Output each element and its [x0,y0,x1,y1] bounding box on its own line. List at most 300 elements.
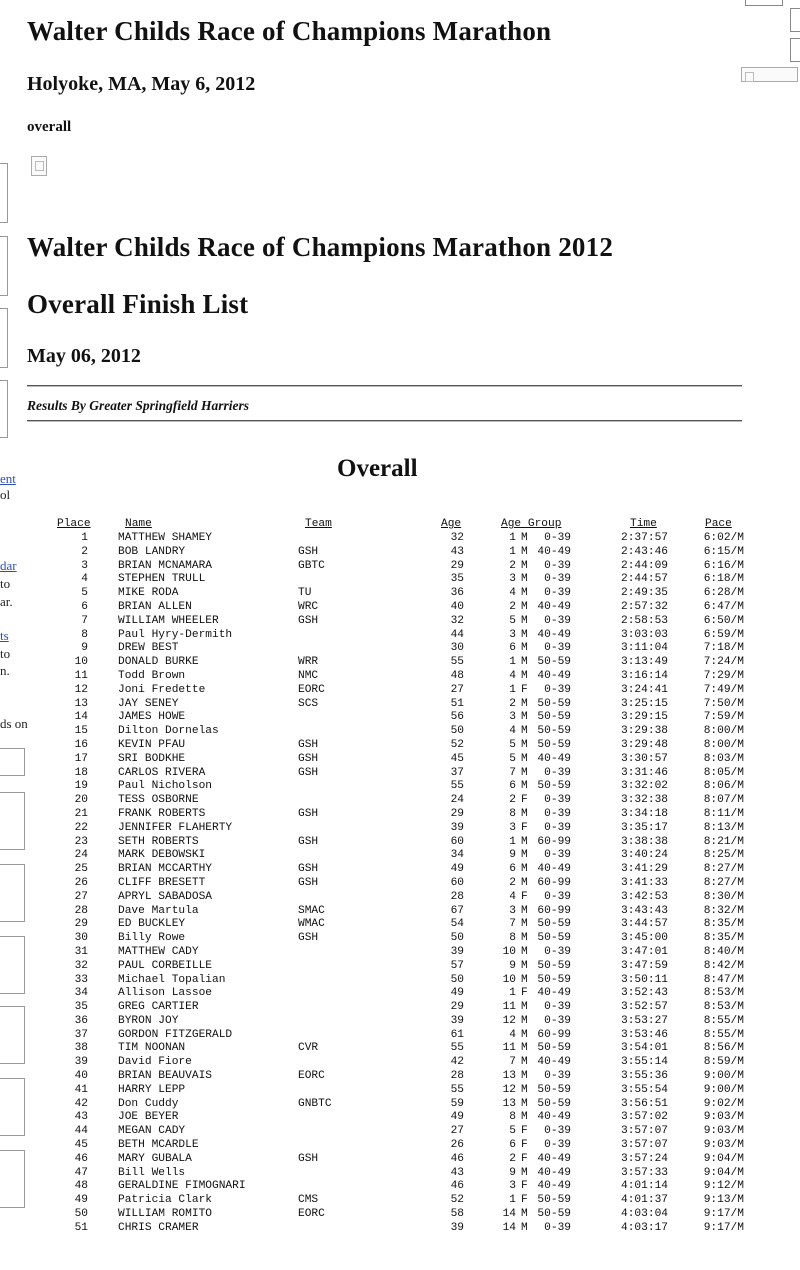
place-cell: 5 [81,587,88,600]
table-row [0,739,800,753]
pace-cell: 9:04/M [703,1152,744,1165]
place-cell: 44 [74,1125,88,1138]
sex-cell: M [521,545,528,558]
table-row [0,1222,800,1236]
place-cell: 9 [81,642,88,655]
pace-cell: 9:12/M [703,1180,744,1193]
division-place-cell: 1 [509,835,516,848]
pace-cell: 6:15/M [703,545,744,558]
division-place-cell: 4 [509,587,516,600]
age-cell: 67 [450,904,464,917]
team-cell: GSH [298,932,319,945]
time-cell: 3:44:57 [621,918,668,931]
division-place-cell: 2 [509,600,516,613]
name-cell: STEPHEN TRULL [118,573,206,586]
pace-cell: 6:47/M [703,600,744,613]
table-row [0,1042,800,1056]
age-group-cell: 40-49 [537,1166,571,1179]
age-cell: 60 [450,835,464,848]
time-cell: 3:35:17 [621,821,668,834]
time-cell: 3:32:02 [621,780,668,793]
division-place-cell: 11 [502,1001,516,1014]
name-cell: GREG CARTIER [118,1001,199,1014]
table-row [0,987,800,1001]
results-category: overall [27,119,72,135]
time-cell: 3:30:57 [621,752,668,765]
age-cell: 39 [450,1014,464,1027]
division-place-cell: 5 [509,614,516,627]
column-header-place: Place [57,518,91,530]
time-cell: 3:32:38 [621,794,668,807]
pace-cell: 9:03/M [703,1111,744,1124]
sex-cell: M [521,711,528,724]
table-row [0,1056,800,1070]
pace-cell: 8:35/M [703,918,744,931]
age-cell: 46 [450,1180,464,1193]
sex-cell: M [521,1208,528,1221]
name-cell: BRIAN BEAUVAIS [118,1070,212,1083]
time-cell: 3:13:49 [621,656,668,669]
time-cell: 2:44:09 [621,559,668,572]
age-group-cell: 50-59 [537,725,571,738]
place-cell: 51 [74,1221,88,1234]
division-place-cell: 6 [509,642,516,655]
division-place-cell: 11 [502,1042,516,1055]
pace-cell: 8:07/M [703,794,744,807]
table-row [0,836,800,850]
division-place-cell: 8 [509,932,516,945]
age-group-cell: 0-39 [544,1014,571,1027]
sidebar-link[interactable]: ent [0,471,16,486]
age-cell: 45 [450,752,464,765]
pace-cell: 7:59/M [703,711,744,724]
time-cell: 2:43:46 [621,545,668,558]
divider [27,420,742,422]
name-cell: PAUL CORBEILLE [118,959,212,972]
pace-cell: 8:27/M [703,876,744,889]
age-cell: 34 [450,849,464,862]
pace-cell: 8:35/M [703,932,744,945]
pace-cell: 7:18/M [703,642,744,655]
name-cell: Bill Wells [118,1166,186,1179]
team-cell: GSH [298,614,319,627]
name-cell: BETH MCARDLE [118,1139,199,1152]
name-cell: APRYL SABADOSA [118,890,212,903]
division-place-cell: 13 [502,1070,516,1083]
table-row [0,946,800,960]
table-row [0,698,800,712]
name-cell: BRIAN MCCARTHY [118,863,212,876]
name-cell: KEVIN PFAU [118,738,186,751]
sex-cell: M [521,752,528,765]
name-cell: Patricia Clark [118,1194,212,1207]
results-table [0,532,800,1236]
name-cell: MIKE RODA [118,587,179,600]
time-cell: 3:57:07 [621,1125,668,1138]
age-cell: 39 [450,821,464,834]
team-cell: GSH [298,766,319,779]
name-cell: TIM NOONAN [118,1042,186,1055]
sex-cell: M [521,573,528,586]
division-place-cell: 14 [502,1221,516,1234]
column-header-team: Team [305,518,332,530]
sex-cell: M [521,835,528,848]
division-place-cell: 10 [502,945,516,958]
name-cell: JAMES HOWE [118,711,186,724]
place-cell: 15 [74,725,88,738]
place-cell: 10 [74,656,88,669]
age-group-cell: 50-59 [537,656,571,669]
place-cell: 28 [74,904,88,917]
sex-cell: M [521,807,528,820]
age-cell: 42 [450,1056,464,1069]
table-row [0,615,800,629]
age-group-cell: 0-39 [544,532,571,544]
pace-cell: 8:59/M [703,1056,744,1069]
column-header-age: Age [441,518,462,530]
pace-cell: 9:03/M [703,1139,744,1152]
age-group-cell: 0-39 [544,1139,571,1152]
place-cell: 33 [74,973,88,986]
division-place-cell: 1 [509,656,516,669]
table-row [0,932,800,946]
table-row [0,753,800,767]
column-header-time: Time [630,518,657,530]
sex-cell: M [521,945,528,958]
time-cell: 4:03:04 [621,1208,668,1221]
age-cell: 59 [450,1097,464,1110]
sidebar-link[interactable]: dar [0,558,17,573]
team-cell: CMS [298,1194,319,1207]
division-place-cell: 7 [509,1056,516,1069]
sex-cell: M [521,766,528,779]
pace-cell: 8:55/M [703,1028,744,1041]
age-group-cell: 50-59 [537,1208,571,1221]
sex-cell: M [521,1028,528,1041]
division-place-cell: 2 [509,697,516,710]
sidebar-frame [0,380,8,438]
place-cell: 32 [74,959,88,972]
age-group-cell: 50-59 [537,697,571,710]
place-cell: 26 [74,876,88,889]
name-cell: FRANK ROBERTS [118,807,206,820]
age-cell: 29 [450,1001,464,1014]
sex-cell: M [521,628,528,641]
division-place-cell: 6 [509,863,516,876]
division-place-cell: 1 [509,532,516,544]
sex-cell: M [521,1014,528,1027]
sex-cell: M [521,1056,528,1069]
name-cell: HARRY LEPP [118,1083,186,1096]
place-cell: 12 [74,683,88,696]
team-cell: GSH [298,807,319,820]
age-group-cell: 60-99 [537,904,571,917]
name-cell: Allison Lassoe [118,987,212,1000]
sex-cell: M [521,614,528,627]
age-group-cell: 50-59 [537,932,571,945]
team-cell: GBTC [298,559,325,572]
sidebar-link[interactable]: ts [0,628,9,643]
place-cell: 42 [74,1097,88,1110]
column-header-age-group: Age Group [501,518,562,530]
division-place-cell: 10 [502,973,516,986]
time-cell: 4:01:37 [621,1194,668,1207]
sex-cell: F [521,1194,528,1207]
age-group-cell: 50-59 [537,711,571,724]
place-cell: 46 [74,1152,88,1165]
table-row [0,670,800,684]
sex-cell: M [521,849,528,862]
age-cell: 43 [450,1166,464,1179]
team-cell: NMC [298,669,319,682]
age-group-cell: 0-39 [544,1125,571,1138]
sidebar-text: ar. [0,594,13,609]
table-row [0,974,800,988]
place-cell: 20 [74,794,88,807]
team-cell: GSH [298,752,319,765]
broken-image-icon [31,156,47,176]
division-place-cell: 1 [509,545,516,558]
table-row [0,1194,800,1208]
sex-cell: F [521,1152,528,1165]
age-cell: 46 [450,1152,464,1165]
age-cell: 52 [450,738,464,751]
sidebar-frame [0,236,8,296]
place-cell: 36 [74,1014,88,1027]
table-row [0,1125,800,1139]
time-cell: 3:57:24 [621,1152,668,1165]
name-cell: GORDON FITZGERALD [118,1028,233,1041]
sex-cell: F [521,1139,528,1152]
sex-cell: M [521,1111,528,1124]
table-row [0,1139,800,1153]
pace-cell: 8:11/M [703,807,744,820]
sidebar-text: ol [0,487,11,502]
age-cell: 27 [450,683,464,696]
division-place-cell: 1 [509,683,516,696]
sex-cell: M [521,600,528,613]
place-cell: 25 [74,863,88,876]
time-cell: 3:47:01 [621,945,668,958]
age-group-cell: 0-39 [544,1070,571,1083]
place-cell: 22 [74,821,88,834]
team-cell: GSH [298,863,319,876]
event-location-date: Holyoke, MA, May 6, 2012 [27,73,256,95]
table-row [0,794,800,808]
sex-cell: M [521,669,528,682]
sex-cell: M [521,904,528,917]
pace-cell: 7:50/M [703,697,744,710]
time-cell: 2:58:53 [621,614,668,627]
sex-cell: M [521,959,528,972]
sidebar-frame [0,308,8,368]
pace-cell: 8:32/M [703,904,744,917]
table-row [0,532,800,546]
division-place-cell: 9 [509,1166,516,1179]
age-group-cell: 40-49 [537,752,571,765]
place-cell: 1 [81,532,88,544]
team-cell: EORC [298,1208,325,1221]
table-row [0,1070,800,1084]
table-row [0,1180,800,1194]
time-cell: 3:52:43 [621,987,668,1000]
time-cell: 3:03:03 [621,628,668,641]
age-group-cell: 0-39 [544,559,571,572]
sidebar-text: ds on [0,716,28,731]
sex-cell: M [521,780,528,793]
age-cell: 28 [450,1070,464,1083]
time-cell: 3:42:53 [621,890,668,903]
age-group-cell: 50-59 [537,780,571,793]
age-group-cell: 50-59 [537,1042,571,1055]
age-group-cell: 40-49 [537,669,571,682]
sex-cell: M [521,642,528,655]
results-subtitle: Overall Finish List [27,289,249,319]
sex-cell: M [521,1042,528,1055]
age-cell: 29 [450,807,464,820]
name-cell: GERALDINE FIMOGNARI [118,1180,246,1193]
time-cell: 3:29:48 [621,738,668,751]
sex-cell: M [521,1070,528,1083]
age-cell: 43 [450,545,464,558]
age-group-cell: 50-59 [537,918,571,931]
division-place-cell: 12 [502,1014,516,1027]
time-cell: 3:57:07 [621,1139,668,1152]
place-cell: 34 [74,987,88,1000]
table-row [0,1098,800,1112]
sex-cell: F [521,1180,528,1193]
team-cell: SMAC [298,904,325,917]
name-cell: WILLIAM ROMITO [118,1208,212,1221]
pace-cell: 8:05/M [703,766,744,779]
division-place-cell: 3 [509,573,516,586]
pace-cell: 9:13/M [703,1194,744,1207]
pace-cell: 9:00/M [703,1083,744,1096]
pace-cell: 7:24/M [703,656,744,669]
pace-cell: 9:17/M [703,1221,744,1234]
place-cell: 24 [74,849,88,862]
pace-cell: 8:40/M [703,945,744,958]
place-cell: 48 [74,1180,88,1193]
age-group-cell: 40-49 [537,600,571,613]
team-cell: GSH [298,545,319,558]
sex-cell: M [521,656,528,669]
divider [27,385,742,387]
division-place-cell: 8 [509,1111,516,1124]
name-cell: MATTHEW CADY [118,945,199,958]
place-cell: 47 [74,1166,88,1179]
division-place-cell: 3 [509,1180,516,1193]
age-cell: 54 [450,918,464,931]
place-cell: 7 [81,614,88,627]
team-cell: GSH [298,876,319,889]
age-cell: 61 [450,1028,464,1041]
division-place-cell: 6 [509,780,516,793]
age-cell: 58 [450,1208,464,1221]
table-row [0,960,800,974]
division-place-cell: 5 [509,738,516,751]
pace-cell: 8:13/M [703,821,744,834]
sex-cell: F [521,794,528,807]
place-cell: 37 [74,1028,88,1041]
name-cell: BRIAN ALLEN [118,600,192,613]
age-cell: 57 [450,959,464,972]
name-cell: BOB LANDRY [118,545,186,558]
age-group-cell: 60-99 [537,876,571,889]
division-place-cell: 4 [509,669,516,682]
pace-cell: 7:49/M [703,683,744,696]
column-header-name: Name [125,518,152,530]
team-cell: EORC [298,683,325,696]
table-row [0,601,800,615]
sex-cell: F [521,821,528,834]
division-place-cell: 4 [509,1028,516,1041]
sidebar-text: n. [0,663,10,678]
place-cell: 18 [74,766,88,779]
pace-cell: 9:04/M [703,1166,744,1179]
age-cell: 27 [450,1125,464,1138]
age-cell: 36 [450,587,464,600]
name-cell: CHRIS CRAMER [118,1221,199,1234]
sex-cell: F [521,890,528,903]
age-group-cell: 40-49 [537,1180,571,1193]
name-cell: MEGAN CADY [118,1125,186,1138]
table-row [0,711,800,725]
age-group-cell: 0-39 [544,849,571,862]
table-row [0,918,800,932]
division-place-cell: 7 [509,766,516,779]
time-cell: 3:40:24 [621,849,668,862]
table-row [0,1015,800,1029]
name-cell: SRI BODKHE [118,752,186,765]
sex-cell: F [521,1125,528,1138]
table-row [0,822,800,836]
sex-cell: M [521,1083,528,1096]
age-cell: 55 [450,780,464,793]
team-cell: GNBTC [298,1097,332,1110]
place-cell: 50 [74,1208,88,1221]
sidebar-frame [0,163,8,223]
age-cell: 37 [450,766,464,779]
team-cell: GSH [298,1152,319,1165]
pace-cell: 8:47/M [703,973,744,986]
pace-cell: 9:17/M [703,1208,744,1221]
team-cell: WRC [298,600,319,613]
team-cell: TU [298,587,312,600]
place-cell: 31 [74,945,88,958]
table-row [0,767,800,781]
division-place-cell: 3 [509,628,516,641]
table-row [0,629,800,643]
age-group-cell: 0-39 [544,821,571,834]
age-cell: 48 [450,669,464,682]
time-cell: 4:01:14 [621,1180,668,1193]
place-cell: 27 [74,890,88,903]
division-place-cell: 4 [509,890,516,903]
age-group-cell: 60-99 [537,835,571,848]
name-cell: MATTHEW SHAMEY [118,532,212,544]
time-cell: 3:55:54 [621,1083,668,1096]
place-cell: 29 [74,918,88,931]
table-row [0,1001,800,1015]
sex-cell: M [521,973,528,986]
division-place-cell: 9 [509,959,516,972]
place-cell: 6 [81,600,88,613]
age-cell: 32 [450,614,464,627]
age-group-cell: 0-39 [544,642,571,655]
sex-cell: M [521,1166,528,1179]
age-cell: 55 [450,656,464,669]
